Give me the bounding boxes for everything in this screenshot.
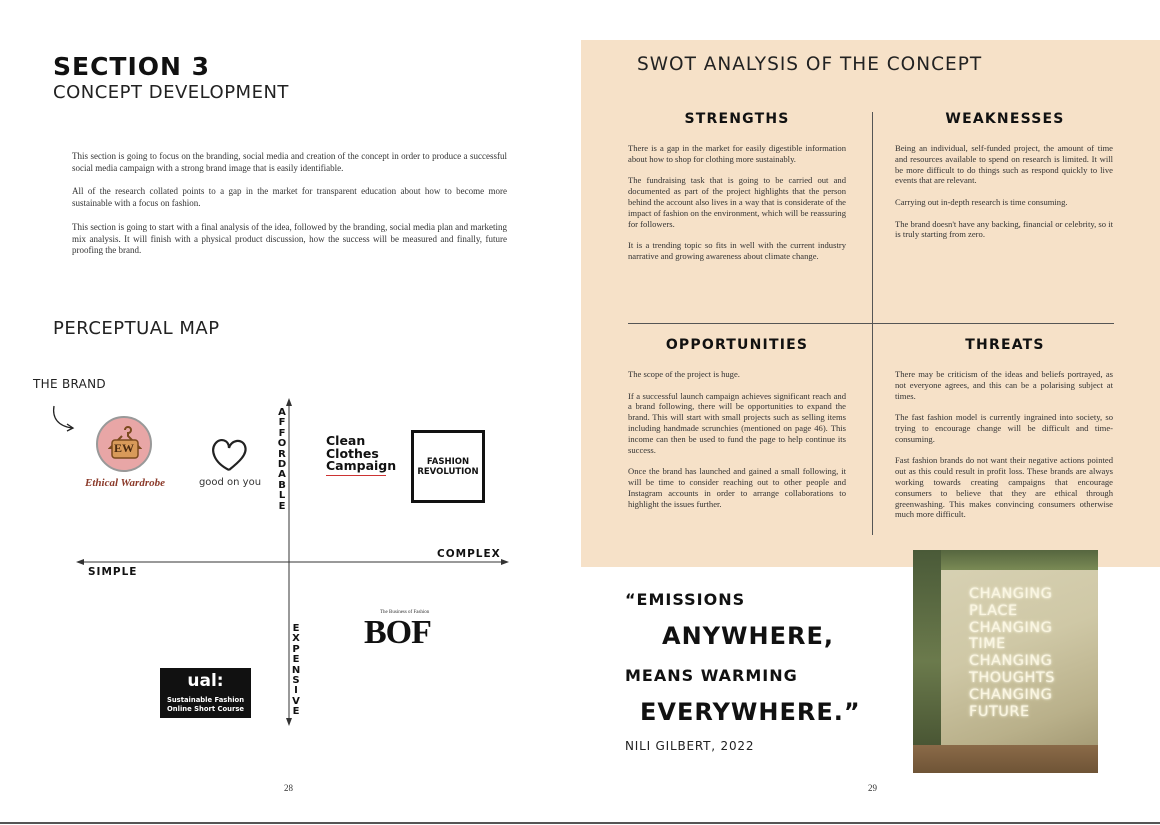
heart-outline-icon [209,436,249,474]
axis-simple-label: SIMPLE [88,566,138,578]
sign-line: FUTURE [969,703,1030,720]
quote-line-4: EVERYWHERE.” [640,698,861,726]
ual-logo [160,668,251,718]
threats-text [895,369,1113,531]
ual-line1: Sustainable Fashion [166,696,245,704]
sign-line: CHANGING [969,586,1053,602]
fashion-revolution-logo [411,430,485,503]
strengths-heading: STRENGTHS [684,111,790,127]
clean-clothes-underline [326,475,386,476]
clean-clothes-line3: Campaign [326,458,397,473]
clean-clothes-logo [326,435,396,476]
bof-wordmark: BOF [364,614,431,651]
ual-course-text [160,696,251,714]
neon-sign-text [969,586,1055,720]
photo-foliage-top [941,550,1098,570]
clean-clothes-line1: Clean [326,433,366,448]
quote-line-1: “EMISSIONS [625,590,746,609]
threats-paragraph: There may be criticism of the ideas and beliefs portrayed, as not everyone agrees, and this can be a polarising subject at times. [895,369,1113,401]
bof-logo [362,608,448,658]
perceptual-map-title: PERCEPTUAL MAP [53,318,220,339]
strengths-text [628,143,846,273]
intro-paragraph: All of the research collated points to a gap in the market for transparent education about how to become more sustainable with a focus on fashion. [72,186,507,208]
fashion-revolution-line1: FASHION [426,456,470,467]
good-on-you-wordmark: good on you [198,477,262,488]
opportunities-heading: OPPORTUNITIES [665,337,809,353]
bof-tagline: The Business of Fashion [380,610,430,615]
sign-line: CHANGING [969,686,1053,703]
opportunities-paragraph: Once the brand has launched and gained a small following, it will be time to consider reaching out to other people and Instagram accounts in order to arrange collaborations to highlight the issues further. [628,466,846,509]
quote-line-2: ANYWHERE, [662,622,834,650]
weaknesses-paragraph: Carrying out in-depth research is time consuming. [895,196,1068,207]
ethical-wardrobe-logo [76,416,174,496]
weaknesses-paragraph: Being an individual, self-funded project, the amount of time and resources available to spend on research is limited. It will be more difficult to do things such as respond quickly to live events that are relevant. [895,143,1113,186]
ew-monogram: EW [113,441,134,455]
opportunities-text [628,369,846,520]
weaknesses-paragraph: The brand doesn't have any backing, financial or celebrity, so it is truly starting from zero. [895,218,1113,240]
ual-wordmark: ual: [187,671,224,691]
page-number-right: 29 [868,783,877,793]
axis-expensive-label: E X P E N S I V E [291,623,301,718]
section-title: SECTION 3 [53,52,211,81]
opportunities-paragraph: The scope of the project is huge. [628,369,740,379]
threats-paragraph: The fast fashion model is currently ingrained into society, so trying to encourage change will be difficult and time-consuming. [895,412,1113,444]
photo-foliage-left [913,550,941,773]
photo-wall-base [913,745,1098,773]
axis-affordable-label: A F F O R D A B L E [277,407,287,512]
fashion-revolution-line2: REVOLUTION [417,466,479,477]
intro-paragraph: This section is going to focus on the branding, social media and creation of the concept in order to produce a successful social media campaign with a strong brand image that is easily identifiable. [72,151,507,173]
strengths-paragraph: It is a trending topic so fits in well with the current industry narrative and growing awareness about climate change. [628,240,846,261]
threats-heading: THREATS [965,337,1045,353]
intro-paragraph: This section is going to start with a final analysis of the idea, followed by the branding, social media plan and marketing mix analysis. It will finish with a physical product discussion, how the success will be measured and finally, future proofing the brand. [72,222,507,255]
axis-complex-label: COMPLEX [437,548,501,560]
the-brand-label: THE BRAND [33,377,106,391]
page-number-left: 28 [284,783,293,793]
swot-title: SWOT ANALYSIS OF THE CONCEPT [637,54,983,75]
ew-badge [96,416,152,472]
weaknesses-text [895,143,1113,251]
sign-line: CHANGING [969,619,1053,636]
neon-sign-photo [913,550,1098,773]
quote-author: NILI GILBERT, 2022 [625,739,755,753]
strengths-paragraph: There is a gap in the market for easily digestible information about how to shop for clothing more sustainably. [628,143,846,164]
sign-line: CHANGING [969,653,1053,670]
weaknesses-heading: WEAKNESSES [945,111,1065,127]
sign-line: TIME [969,636,1006,653]
section-subtitle: CONCEPT DEVELOPMENT [53,82,289,103]
strengths-paragraph: The fundraising task that is going to be carried out and documented as part of the project highlights that the person behind the account also lives in a way that is considerate of the impact of fashion on the environment, which will be reassuring for followers. [628,175,846,229]
ew-wordmark: Ethical Wardrobe [85,477,165,489]
clean-clothes-line2: Clothes [326,445,379,461]
threats-paragraph: Fast fashion brands do not want their negative actions pointed out as this could result in profit loss. These brands are always working towards creating campaigns that encourage consumers to believe that they are ethical through greenwashing. This makes convincing consumers otherwise much more difficult. [895,455,1113,520]
ual-line2: Online Short Course [167,705,244,713]
opportunities-paragraph: If a successful launch campaign achieves significant reach and a brand following, there will be opportunities to expand the brand. This will start with small projects such as selling items including handmade scrunchies (mentioned on page 46). This income can then be used to fund the page to help continue its success. [628,390,846,455]
quote-line-3: MEANS WARMING [625,666,798,685]
swot-horizontal-divider [628,323,1114,324]
good-on-you-logo [195,436,265,492]
sign-line: PLACE [969,602,1018,619]
sign-line: THOUGHTS [969,669,1055,686]
bottom-rule [0,822,1160,824]
